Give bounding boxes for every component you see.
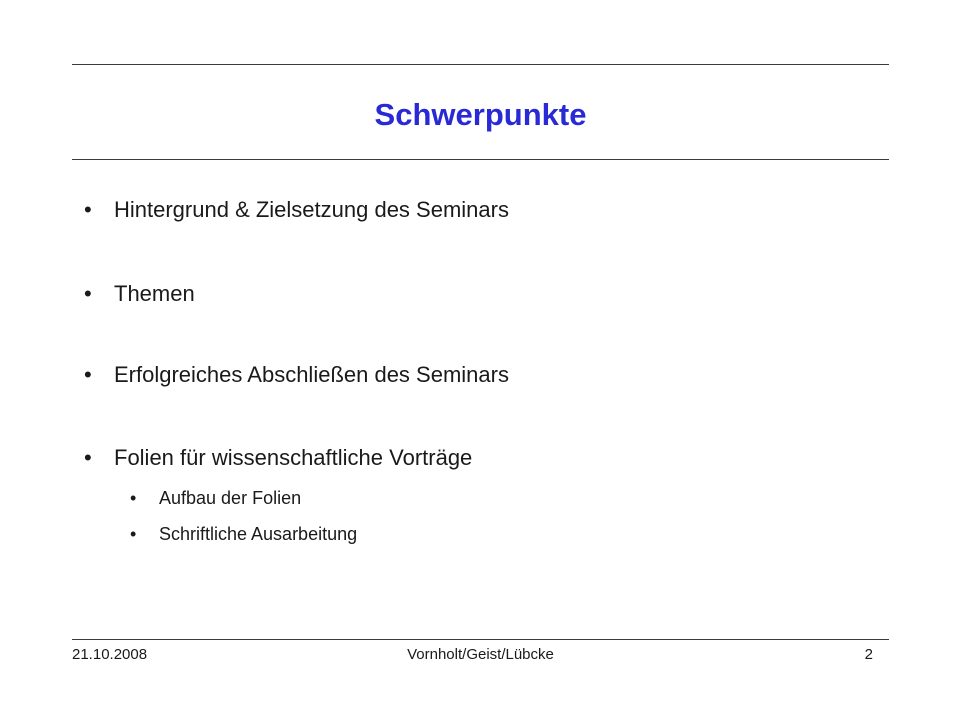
bullet-icon: • bbox=[84, 281, 92, 306]
sub-bullet-text: Aufbau der Folien bbox=[159, 488, 302, 508]
bullet-text: Folien für wissenschaftliche Vorträge bbox=[114, 445, 473, 470]
sub-bullet-icon: • bbox=[130, 488, 137, 508]
bullet-icon: • bbox=[84, 197, 92, 222]
slide-title: Schwerpunkte bbox=[374, 97, 587, 132]
sub-bullet-icon: • bbox=[130, 524, 137, 544]
footer-authors: Vornholt/Geist/Lübcke bbox=[407, 646, 554, 663]
bullet-text: Erfolgreiches Abschließen des Seminars bbox=[114, 362, 509, 387]
bullet-text: Hintergrund & Zielsetzung des Seminars bbox=[114, 197, 509, 222]
footer-date: 21.10.2008 bbox=[72, 646, 148, 663]
bullet-text: Themen bbox=[114, 281, 195, 306]
bullet-icon: • bbox=[84, 445, 92, 470]
footer-divider bbox=[72, 639, 889, 640]
sub-bullet-text: Schriftliche Ausarbeitung bbox=[159, 524, 358, 544]
bullet-icon: • bbox=[84, 362, 92, 387]
page-number: 2 bbox=[864, 646, 873, 663]
